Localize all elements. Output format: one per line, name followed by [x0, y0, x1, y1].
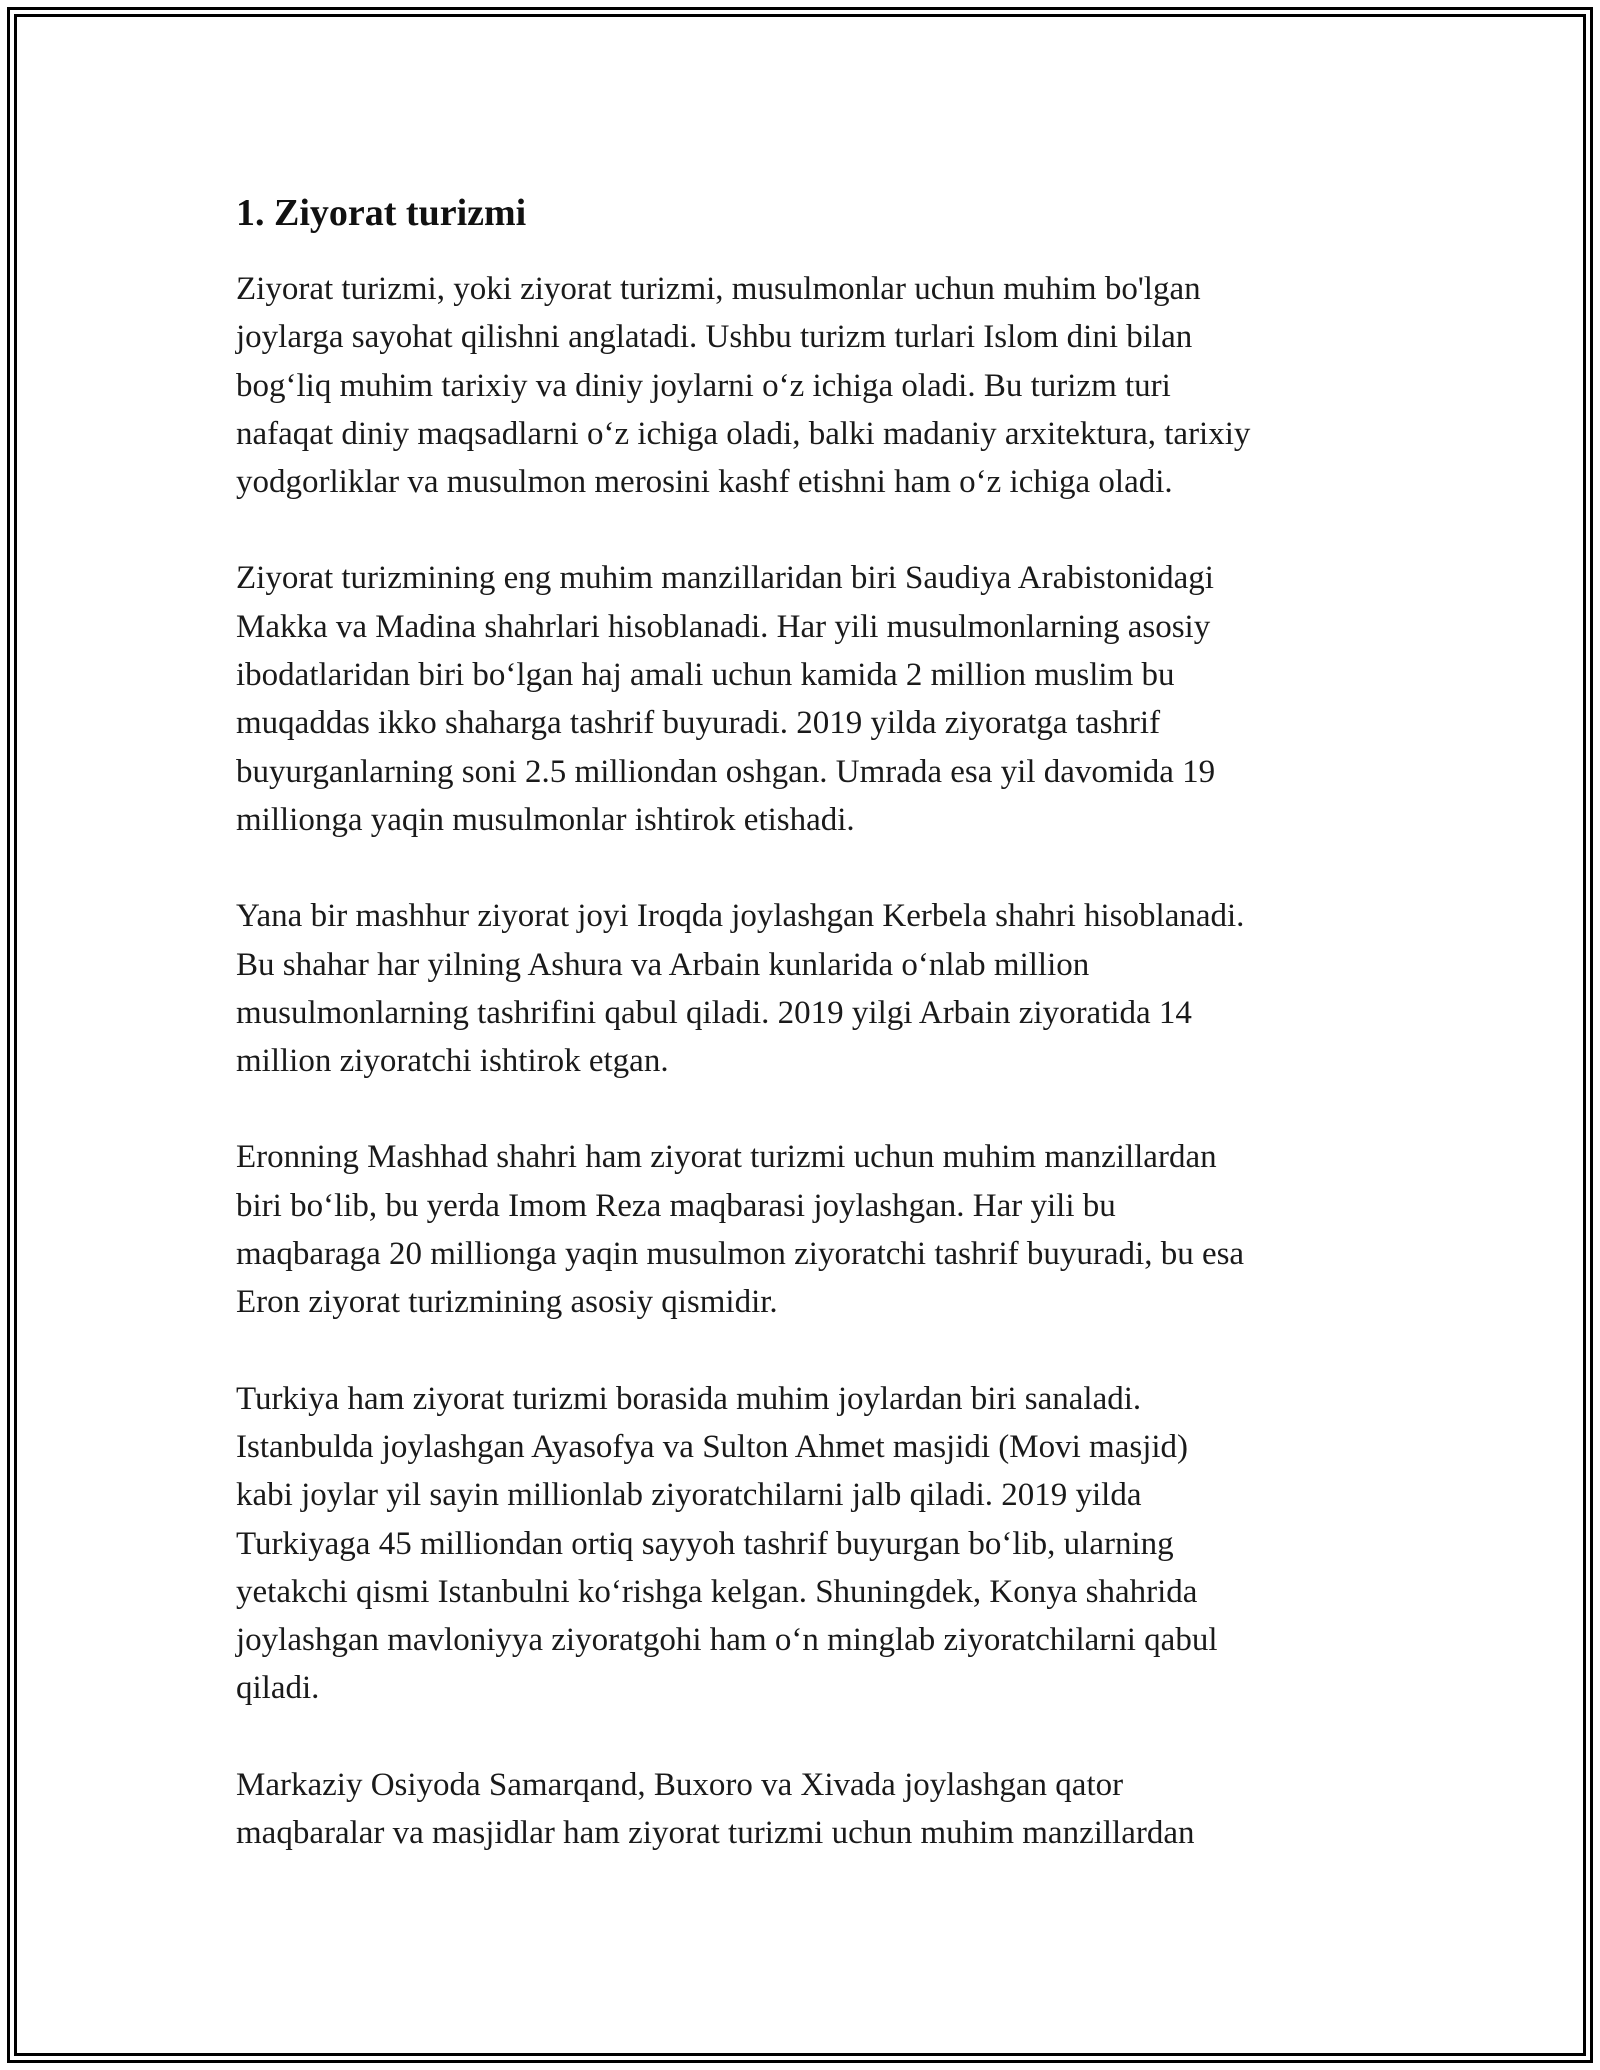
text-line: Ziyorat turizmi, yoki ziyorat turizmi, musulmonlar uchun muhim bo'lgan — [236, 271, 1201, 307]
paragraph-6 — [236, 1761, 1366, 1858]
text-line: Eronning Mashhad shahri ham ziyorat turizmi uchun muhim manzillardan — [236, 1139, 1217, 1176]
paragraph-4 — [236, 1133, 1366, 1326]
text-line: nafaqat diniy maqsadlarni o‘z ichiga oladi, balki madaniy arxitektura, tarixiy — [236, 415, 1251, 452]
text-line: Markaziy Osiyoda Samarqand, Buxoro va Xivada joylashgan qator — [236, 1766, 1124, 1803]
text-line: ibodatlaridan biri bo‘lgan haj amali uchun kamida 2 million muslim bu — [236, 657, 1175, 694]
paragraph-3 — [236, 892, 1366, 1085]
paragraph-2 — [236, 554, 1366, 844]
text-line: yetakchi qismi Istanbulni ko‘rishga kelgan. Shuningdek, Konya shahrida — [236, 1573, 1198, 1610]
paragraph-5 — [236, 1375, 1366, 1713]
text-line: Turkiya ham ziyorat turizmi borasida muhim joylardan biri sanaladi. — [236, 1380, 1142, 1417]
text-line: joylashgan mavloniyya ziyoratgohi ham o‘n minglab ziyoratchilarni qabul — [236, 1622, 1218, 1659]
text-line: bog‘liq muhim tarixiy va diniy joylarni o‘z ichiga oladi. Bu turizm turi — [236, 367, 1171, 404]
text-line: Bu shahar har yilning Ashura va Arbain kunlarida o‘nlab million — [236, 946, 1090, 983]
text-line: millionga yaqin musulmonlar ishtirok etishadi. — [236, 801, 855, 838]
text-line: Eron ziyorat turizmining asosiy qismidir. — [236, 1284, 778, 1321]
text-line: maqbaraga 20 millionga yaqin musulmon ziyoratchi tashrif buyuradi, bu esa — [236, 1236, 1245, 1273]
text-line: muqaddas ikko shaharga tashrif buyuradi. 2019 yilda ziyoratga tashrif — [236, 705, 1161, 742]
text-line: buyurganlarning soni 2.5 milliondan oshgan. Umrada esa yil davomida 19 — [236, 753, 1216, 790]
text-line: Yana bir mashhur ziyorat joyi Iroqda joylashgan Kerbela shahri hisoblanadi. — [236, 898, 1245, 935]
text-line: Istanbulda joylashgan Ayasofya va Sulton Ahmet masjidi (Movi masjid) — [236, 1428, 1189, 1465]
text-line: Makka va Madina shahrlari hisoblanadi. Har yili musulmonlarning asosiy — [236, 608, 1211, 645]
paragraph-1 — [236, 265, 1366, 506]
text-line: Ziyorat turizmining eng muhim manzillaridan biri Saudiya Arabistonidagi — [236, 560, 1214, 597]
text-line: Turkiyaga 45 milliondan ortiq sayyoh tashrif buyurgan bo‘lib, ularning — [236, 1525, 1174, 1562]
text-line: million ziyoratchi ishtirok etgan. — [236, 1043, 669, 1080]
text-line: qiladi. — [236, 1670, 320, 1707]
document-body — [236, 188, 1366, 1905]
text-line: kabi joylar yil sayin millionlab ziyoratchilarni jalb qiladi. 2019 yilda — [236, 1477, 1142, 1514]
text-line: maqbaralar va masjidlar ham ziyorat turizmi uchun muhim manzillardan — [236, 1815, 1195, 1852]
text-line: biri bo‘lib, bu yerda Imom Reza maqbarasi joylashgan. Har yili bu — [236, 1187, 1116, 1224]
text-line: yodgorliklar va musulmon merosini kashf etishni ham o‘z ichiga oladi. — [236, 464, 1173, 501]
text-line: musulmonlarning tashrifini qabul qiladi. 2019 yilgi Arbain ziyoratida 14 — [236, 994, 1192, 1031]
text-line: joylarga sayohat qilishni anglatadi. Ushbu turizm turlari Islom dini bilan — [236, 319, 1193, 356]
section-heading: 1. Ziyorat turizmi — [236, 192, 527, 234]
